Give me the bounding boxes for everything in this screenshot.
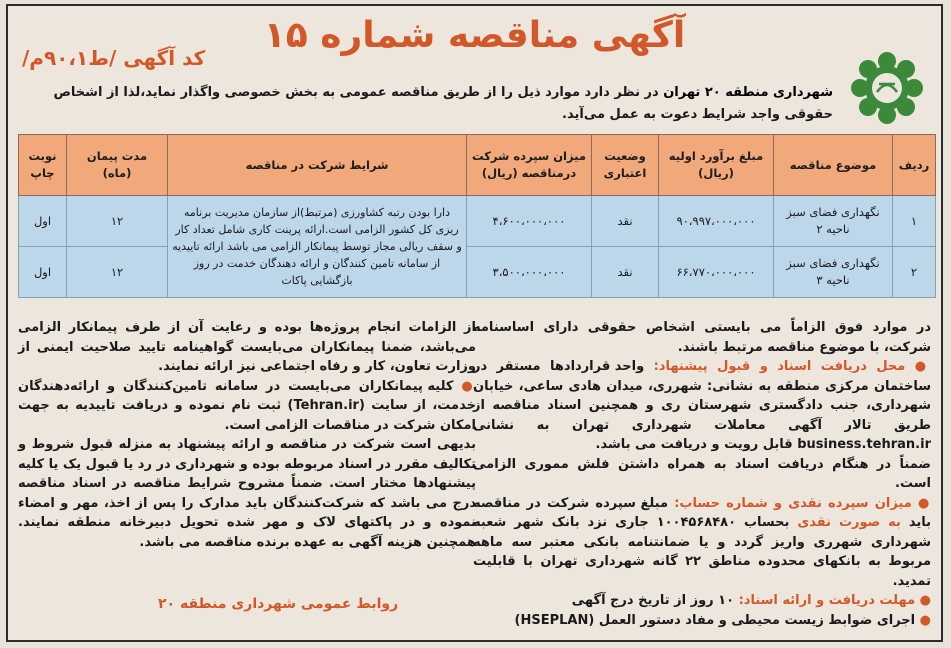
advertisement-frame [6,4,943,642]
table-header-row [19,135,936,196]
row-duration: ۱۲ [67,247,168,298]
participation-conditions: دارا بودن رتبه کشاورزی (مرتبط)از سازمان مدیریت برنامه ریزی کل کشور الزامی است.ارائه پرینت کاری شامل تعداد کار و سقف ریالی مجاز توسط پیمانکار الزامی می باشد ارائه تاییدیه از سامانه تامین کنندگان و ارائه دهندگان خدمت در روز بازگشایی پاکات [168,196,467,298]
public-relations-signature: روابط عمومی شهرداری منطقه ۲۰ [158,596,399,612]
supplier-registration-section [18,377,476,436]
business-site-link[interactable]: business.tehran.ir [797,437,931,452]
flash-memory-note: ضمناً در هنگام دریافت اسناد به همراه داشتن فلش مموری الزامی است. [473,456,931,491]
deposit-heading: میزان سپرده نقدی و شماره حساب: [674,495,912,511]
row-deposit: ۴،۶۰۰،۰۰۰،۰۰۰ [467,196,592,247]
deposit-text-end: بحساب ۱۰۰۴۵۶۸۴۸۰ جاری نزد بانک شهر شعبه شهرداری شهرری واریز گردد و یا ضمانتنامه بانکی معتبر سه ماهه مربوط به بانکهای محدوده مناطق ۲۲ گانه شهرداری تهران با قابلیت تمدید. [473,515,931,589]
row-estimate: ۹۰،۹۹۷،۰۰۰،۰۰۰ [659,196,774,247]
header-cell: میزان سپرده شرکت درمناقصه (ریال) [467,135,592,196]
row-subject: نگهداری فضای سبز ناحیه ۳ [774,247,893,298]
supplier-registration-text: کلیه پیمانکاران می‌بایست در سامانه تامین‌کنندگان و ارائه‌دهندگان خدمت، از سایت (Tehran.ir) ثبت نام نموده و دریافت تاییدیه به جهت امکان شرکت در مناقصات الزامی است. [18,378,476,433]
deposit-cash-highlight: به صورت نقدی [797,515,901,530]
table-row [19,247,936,298]
intro-text: در نظر دارد موارد ذیل را از طریق مناقصه عمومی به بخش خصوصی واگذار نماید،لذا از اشخاص حقوقی واجد شرایط دعوت به عمل می‌آید. [53,85,833,122]
right-column [473,318,931,630]
header-cell: ردیف [893,135,936,196]
body-columns [18,318,931,634]
row-print: اول [19,196,67,247]
document-location-heading: محل دریافت اسناد و قبول پیشنهاد: [653,359,906,374]
hse-section [473,611,931,631]
header-cell: مدت پیمان (ماه) [67,135,168,196]
hse-text: اجرای ضوابط زیست محیطی و مفاد دستور العمل (HSEPLAN) [514,612,916,628]
row-credit: نقد [592,196,659,247]
deposit-text: مبلغ سپرده شرکت در مناقصه باید [473,495,931,530]
bullet-icon: ● [919,593,931,608]
bullet-icon: ● [919,612,931,628]
header-cell: وضعیت اعتباری [592,135,659,196]
header-cell: مبلغ برآورد اولیه (ریال) [659,135,774,196]
header-cell: موضوع مناقصه [774,135,893,196]
advertisement-code: کد آگهی /ط۹۰،۱م/ [22,46,206,70]
row-subject: نگهداری فضای سبز ناحیه ۲ [774,196,893,247]
row-duration: ۱۲ [67,196,168,247]
deposit-section [473,494,931,592]
advertisement-title: آگهی مناقصه شماره ۱۵ [263,15,686,56]
row-number: ۲ [893,247,936,298]
left-column [18,318,476,552]
safety-certificate-note: از الزامات انجام پروژه‌ها بوده و رعایت آن از طرف پیمانکار الزامی می‌باشد، ضمنا پیمانکاران می‌بایست گواهینامه تایید صلاحیت ایمنی از وزارت تعاون، کار و رفاه اجتماعی نیز ارائه نمایند. [18,320,476,374]
document-location-text: واحد قراردادها مستقر در ساختمان مرکزی منطقه به نشانی: شهرری، میدان هادی ساعی، خیابان شهرداری، جنب دادگستری شهرستان ری و همچنین اسناد مناقصه از طریق تالار آگهی معاملات شهرداری تهران به نشانی [473,359,931,433]
document-location-section [473,357,931,455]
row-number: ۱ [893,196,936,247]
row-print: اول [19,247,67,298]
row-deposit: ۳،۵۰۰،۰۰۰،۰۰۰ [467,247,592,298]
row-estimate: ۶۶،۷۷۰،۰۰۰،۰۰۰ [659,247,774,298]
bullet-icon: ● [918,495,932,511]
bullet-icon: ● [914,359,932,374]
tender-table [18,134,936,298]
row-credit: نقد [592,247,659,298]
header-cell: شرایط شرکت در مناقصه [168,135,467,196]
deadline-section [473,591,931,611]
intro-paragraph [18,82,833,126]
tehran-municipality-logo-icon [843,48,931,128]
legal-entity-note: در موارد فوق الزاماً می بایستی اشخاص حقوقی دارای اساسنامه شرکت، با موضوع مناقصه مرتبط باشند. [473,320,931,355]
deadline-heading: مهلت دریافت و ارائه اسناد: [738,593,916,608]
document-location-text-end: قابل رویت و دریافت می باشد. [595,437,793,452]
table-row [19,196,936,247]
bullet-icon: ● [461,378,477,394]
deadline-text: ۱۰ روز از تاریخ درج آگهی [571,593,735,608]
intro-lead: شهرداری منطقه ۲۰ تهران [663,85,833,100]
header-cell: نوبت چاپ [19,135,67,196]
terms-paragraph: بدیهی است شرکت در مناقصه و ارائه پیشنهاد به منزله قبول شروط و تکالیف مقرر در اسناد مربوطه بوده و شهرداری در رد یا قبول یک یا کلیه پیشنهادها مختار است. ضمناً مشروح شرایط مناقصه در اسناد مناقصه درج می باشد که شرکت‌کنندگان باید مدارک را پس از اخذ، مهر و امضاء نموده و در پاکتهای لاک و مهر شده تحویل دبیرخانه منطقه نمایند. همچنین هزینه آگهی به عهده برنده مناقصه می باشد. [18,437,476,550]
